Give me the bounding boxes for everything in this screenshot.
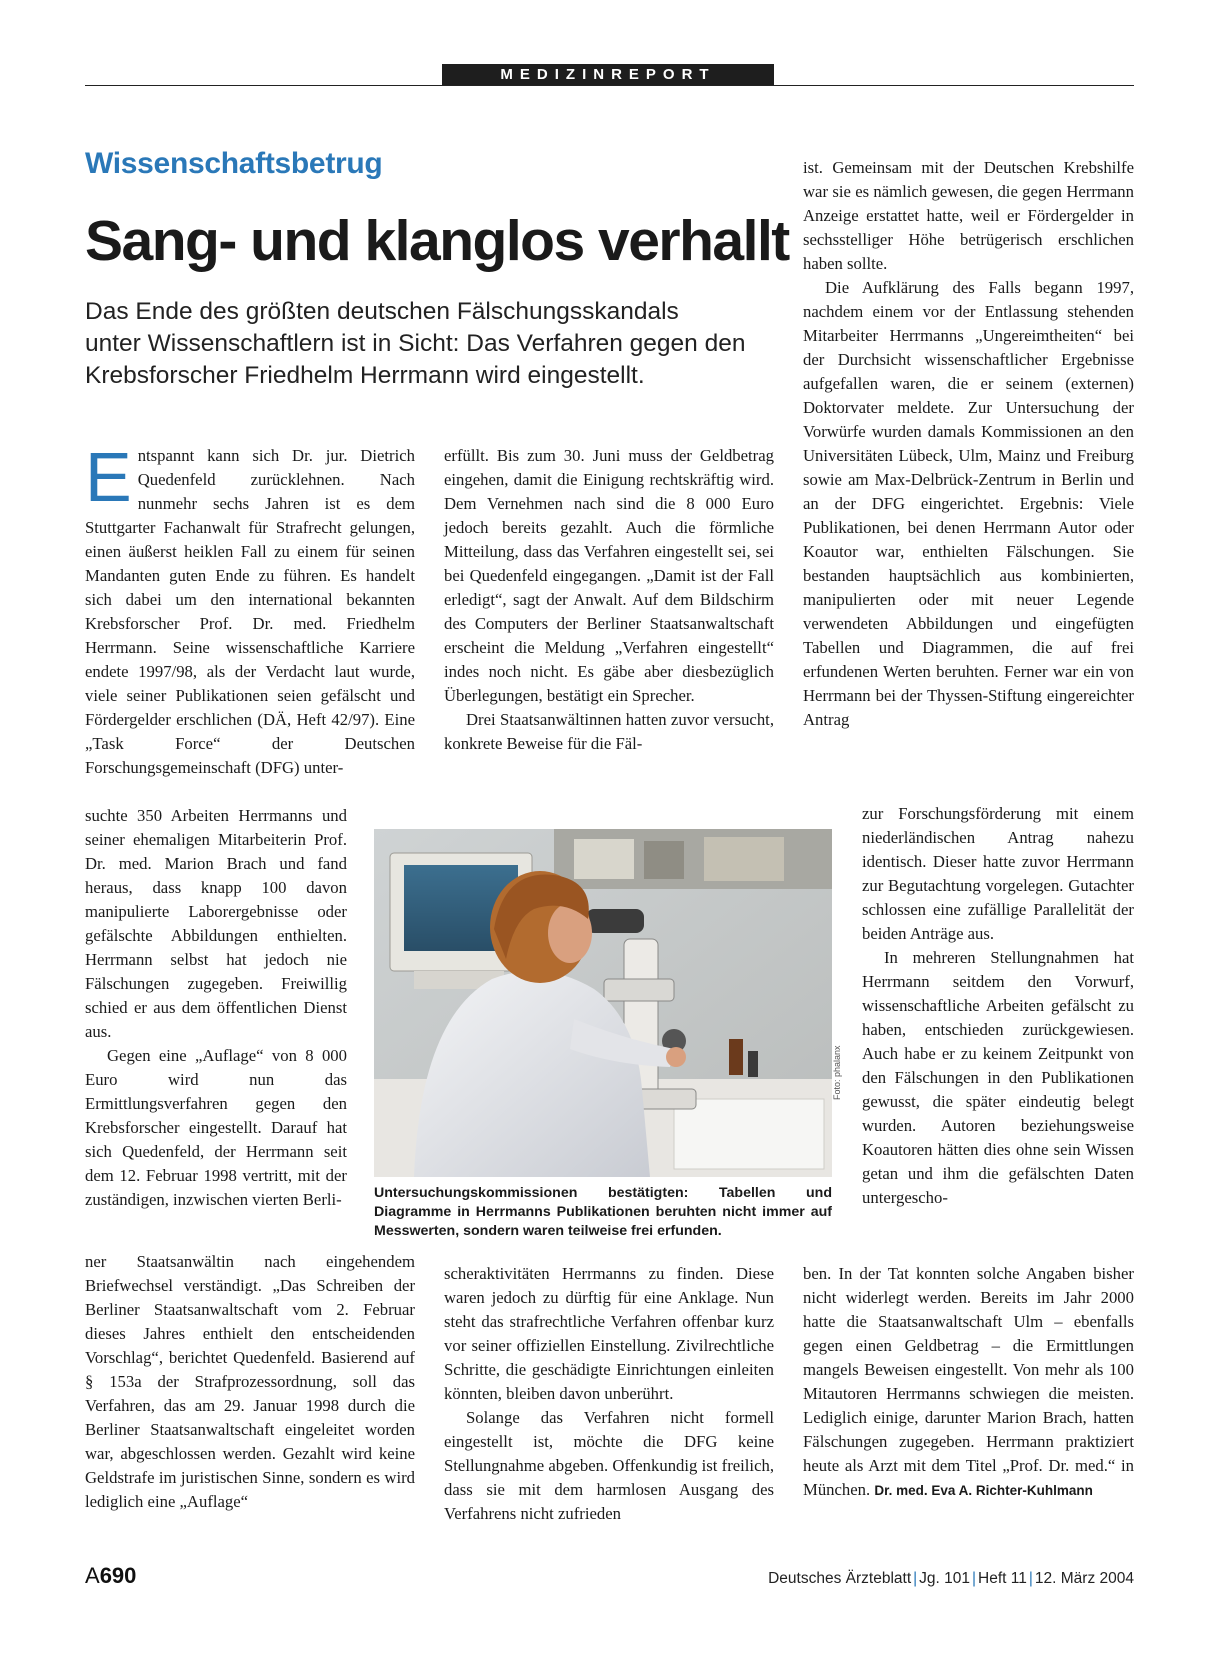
body-text: ben. In der Tat konnten solche Angaben bisher nicht widerlegt werden. Bereits im Jahr 2000 hatte die Staatsanwaltschaft Ulm – ebenfalls gegen einen Geldbetrag – die Ermittlungen mangels Beweisen eingestellt. Von mehr als 100 Mitautoren Herrmanns schwiegen die meisten. Lediglich einige, darunter Marion Brach, hatten Fälschungen zugegeben. Herrmann praktiziert heute als Arzt mit dem Titel „Prof. Dr. med.“ in München. [803,1264,1134,1499]
folio-prefix: A [85,1563,100,1588]
header-rule [85,85,1134,86]
journal-volume: Jg. 101 [919,1570,971,1587]
photo-credit: Foto: phalanx [832,1045,842,1100]
body-paragraph: Gegen eine „Auflage“ von 8 000 Euro wird nun das Ermittlungsverfahren gegen den Krebsforscher eingestellt. Darauf hat sich Quedenfeld, der Herrmann seit dem 12. Februar 1998 vertritt, mit der zuständigen, inzwischen vierten Berli- [85,1046,347,1209]
article-headline: Sang- und klanglos verhallt [85,209,789,273]
footer-separator: | [972,1570,977,1587]
body-paragraph: In mehreren Stellungnahmen hat Herrmann seitdem den Vorwurf, wissenschaftliche Arbeiten gefälscht zu haben, entschieden zurückgewiesen. Auch habe er zu keinem Zeitpunkt von den Fälschungen in den Publikationen gewusst, die später eindeutig belegt wurden. Autoren beziehungsweise Koautoren hätten dies ohne sein Wissen getan und ihm die gefälschten Daten untergescho- [862,948,1134,1207]
journal-issue: Heft 11 [978,1570,1027,1587]
article-photo [374,829,832,1177]
footer-line [760,1570,1134,1588]
footer-separator: | [913,1570,918,1587]
drop-cap: E [85,438,132,516]
lead-line: Das Ende des größten deutschen Fälschungsskandals [85,298,679,325]
page-number: 690 [99,1563,137,1588]
body-paragraph: Solange das Verfahren nicht formell eingestellt ist, möchte die DFG keine Stellungnahme abgeben. Offenkundig ist freilich, dass sie mit dem harmlosen Ausgang des Verfahrens nicht zufrieden [444,1408,774,1523]
lead-line: Krebsforscher Friedhelm Herrmann wird eingestellt. [85,362,645,389]
column-2-bottom [444,1262,774,1526]
body-paragraph: Drei Staatsanwältinnen hatten zuvor versucht, konkrete Beweise für die Fäl- [444,710,774,753]
journal-name: Deutsches Ärzteblatt [768,1570,912,1587]
column-1-bottom [85,1250,415,1514]
lead-line: unter Wissenschaftlern ist in Sicht: Das Verfahren gegen den [85,330,746,357]
column-3-bottom [803,1262,1134,1503]
body-paragraph: erfüllt. Bis zum 30. Juni muss der Geldbetrag eingehen, damit die Einigung rechtskräftig wird. Dem Vernehmen nach sind die 8 000 Euro jedoch bereits gezahlt. Auch die förmliche Mitteilung, dass das Verfahren eingestellt sei, sei bei Quedenfeld eingegangen. „Damit ist der Fall erledigt“, sagt der Anwalt. Auf dem Bildschirm des Computers der Berliner Staatsanwaltschaft erscheint die Meldung „Verfahren eingestellt“ indes noch nicht. Es gäbe aber diesbezüglich Überlegungen, bestätigt ein Sprecher. [444,446,774,705]
column-2-top [444,444,774,756]
body-paragraph: ner Staatsanwältin nach eingehendem Briefwechsel verständigt. „Das Schreiben der Berliner Staatsanwaltschaft vom 2. Februar dieses Jahres enthielt den entscheidenden Vorschlag“, berichtet Quedenfeld. Basierend auf § 153a der Strafprozessordnung, soll das Verfahren, das am 29. Januar 1998 durch die Berliner Staatsanwaltschaft eingeleitet worden war, abgeschlossen werden. Gezahlt wird keine Geldstrafe im juristischen Sinne, sondern es wird lediglich eine „Auflage“ [85,1252,415,1511]
page-folio [85,1563,136,1589]
body-paragraph [803,1262,1134,1503]
body-paragraph [85,438,415,780]
lab-microscope-photo [374,829,832,1177]
section-label: MEDIZINREPORT [442,64,774,85]
body-paragraph: scheraktivitäten Herrmanns zu finden. Diese waren jedoch zu dürftig für eine Anklage. Nun steht das strafrechtliche Verfahren offenbar kurz vor seiner offiziellen Einstellung. Zivilrechtliche Schritte, die geschädigte Einrichtungen einleiten könnten, bleiben davon unberührt. [444,1264,774,1403]
article-author: Dr. med. Eva A. Richter-Kuhlmann [874,1483,1093,1498]
body-paragraph: zur Forschungsförderung mit einem niederländischen Antrag nahezu identisch. Dieser hatte zuvor Herrmann zur Begutachtung vorgelegen. Gutachter schlossen eine zufällige Parallelität der beiden Anträge aus. [862,804,1134,943]
article-lead [85,296,775,392]
column-1-middle [85,804,347,1212]
column-3-top [803,156,1134,732]
journal-date: 12. März 2004 [1034,1570,1134,1587]
article-kicker: Wissenschaftsbetrug [85,147,383,180]
photo-caption: Untersuchungskommissionen bestätigten: Tabellen und Diagramme in Herrmanns Publikationen beruhten nicht immer auf Messwerten, sondern waren teilweise frei erfunden. [374,1185,832,1239]
body-paragraph: ist. Gemeinsam mit der Deutschen Krebshilfe war sie es nämlich gewesen, die gegen Herrmann Anzeige erstattet hatte, weil er Fördergelder in sechsstelliger Höhe betrügerisch erschlichen haben sollte. [803,158,1134,273]
body-text: ntspannt kann sich Dr. jur. Dietrich Quedenfeld zurücklehnen. Nach nunmehr sechs Jahren ist es dem Stuttgarter Fachanwalt für Strafrecht gelungen, einen äußerst heiklen Fall zu einem für seinen Mandanten guten Ende zu führen. Es handelt sich dabei um den international bekannten Krebsforscher Prof. Dr. med. Friedhelm Herrmann. Seine wissenschaftliche Karriere endete 1997/98, als der Verdacht laut wurde, viele seiner Publikationen seien gefälscht und Fördergelder erschlichen (DÄ, Heft 42/97). Eine „Task Force“ der Deutschen Forschungsgemeinschaft (DFG) unter- [85,446,415,777]
body-paragraph: Die Aufklärung des Falls begann 1997, nachdem einem vor der Entlassung stehenden Mitarbeiter Herrmanns „Ungereimtheiten“ bei der Durchsicht wissenschaftlicher Ergebnisse aufgefallen waren, die er seinem (externen) Doktorvater meldete. Zur Untersuchung der Vorwürfe wurden damals Kommissionen an den Universitäten Lübeck, Ulm, Mainz und Freiburg sowie am Max-Delbrück-Zentrum in Berlin und an der DFG eingerichtet. Ergebnis: Viele Publikationen, bei denen Herrmann Autor oder Koautor war, enthielten Fälschungen. Sie bestanden hauptsächlich aus kombinierten, manipulierten oder mit neuer Legende verwendeten Abbildungen und eingefügten Tabellen und Diagrammen, die auf frei erfundenen Werten beruhten. Ferner war ein von Herrmann bei der Thyssen-Stiftung eingereichter Antrag [803,278,1134,729]
column-3-middle [862,802,1134,1210]
body-paragraph: suchte 350 Arbeiten Herrmanns und seiner ehemaligen Mitarbeiterin Prof. Dr. med. Marion Brach und fand heraus, dass knapp 100 davon manipulierte Laborergebnisse oder gefälschte Abbildungen enthielten. Herrmann selbst hat jedoch nie Fälschungen zugegeben. Freiwillig schied er aus dem öffentlichen Dienst aus. [85,806,347,1041]
column-1-top [85,438,415,780]
footer-separator: | [1028,1570,1033,1587]
